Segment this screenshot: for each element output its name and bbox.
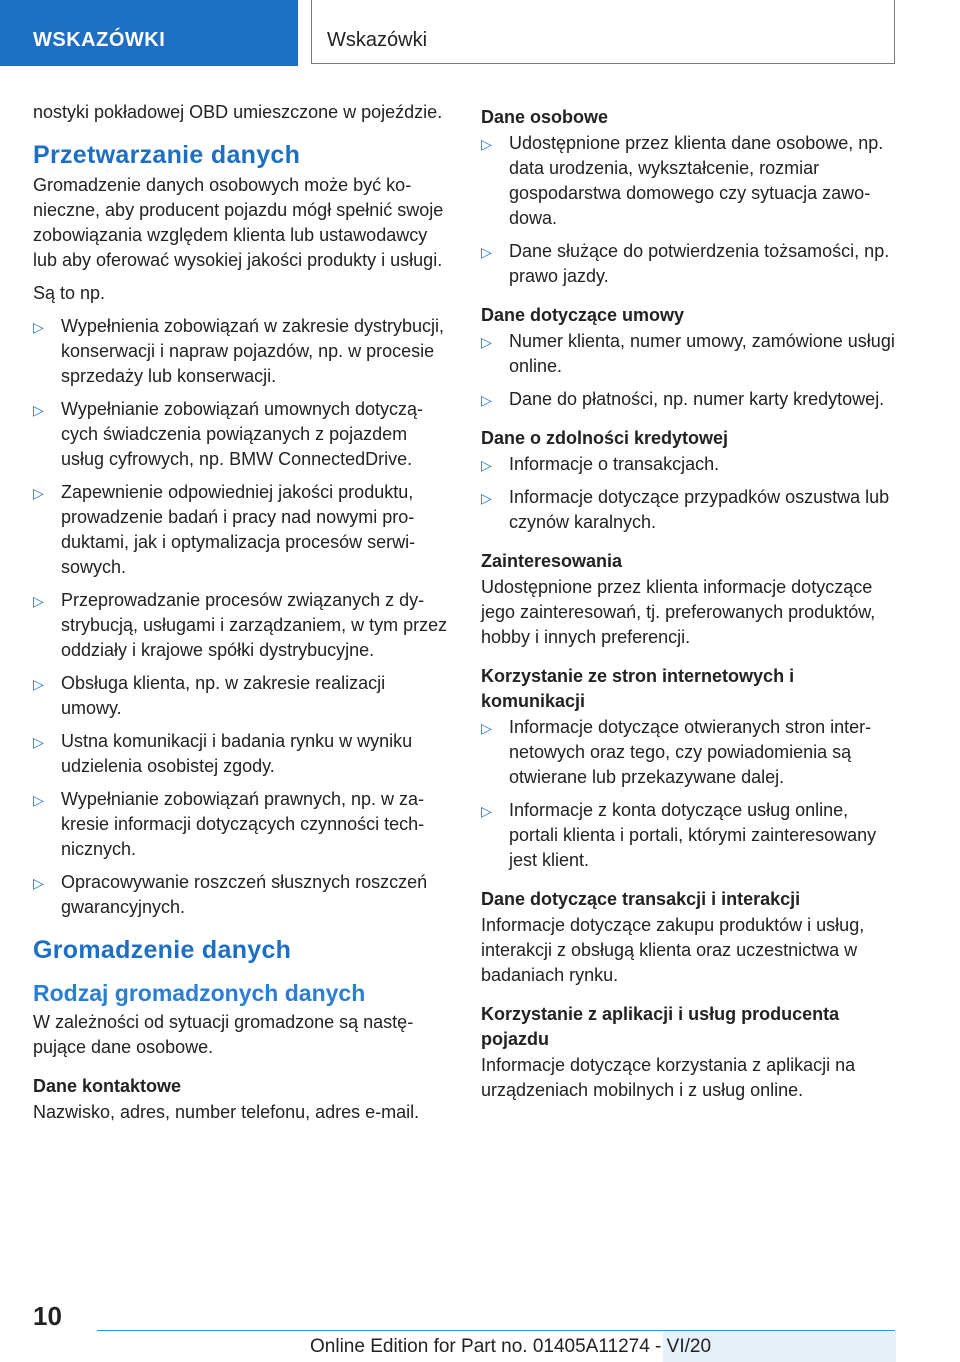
heading-collection: Gromadzenie danych [33,936,292,964]
right-column [481,100,901,1111]
apps-paragraph: Informacje dotyczące korzystania z aplikacji na urządzeniach mobilnych i z usług online. [481,1055,856,1100]
triangle-bullet-icon: ▷ [33,593,44,609]
section-tab[interactable]: WSKAZÓWKI [0,0,298,66]
triangle-bullet-icon: ▷ [33,792,44,808]
triangle-bullet-icon: ▷ [33,875,44,891]
list-item: ▷ Opracowywanie roszczeń słusznych roszczeń gwarancyjnych. [33,872,428,917]
heading-web-usage: Korzystanie ze stron internetowych i komunikacji [481,666,795,711]
heading-apps: Korzystanie z aplikacji i usług producenta pojazdu [481,1004,840,1049]
intro-paragraph: nostyki pokładowej OBD umieszczone w pojeździe. [33,102,443,122]
list-item: ▷ Informacje dotyczące otwieranych stron internetowych oraz tego, czy powiadomienia są otwierane lub przekazywane dalej. [481,717,872,787]
heading-contract-data: Dane dotyczące umowy [481,305,685,325]
list-item: ▷ Przeprowadzanie procesów związanych z dystrybucją, usługami i zarządzaniem, w tym przez oddziały i krajowe spółki dystrybucyjne. [33,590,448,660]
list-item: ▷ Wypełnienia zobowiązań w zakresie dystrybucji, konserwacji i napraw pojazdów, np. w procesie sprzedaży lub konserwacji. [33,316,445,386]
triangle-bullet-icon: ▷ [33,402,44,418]
heading-processing: Przetwarzanie danych [33,141,301,169]
triangle-bullet-icon: ▷ [481,720,492,736]
personal-list [481,131,901,289]
triangle-bullet-icon: ▷ [33,676,44,692]
contract-list [481,329,901,412]
transactions-paragraph: Informacje dotyczące zakupu produktów i usług, interakcji z obsługą klienta oraz uczestnictwa w badaniach rynku. [481,915,865,985]
page-title: Wskazówki [311,0,895,64]
credit-list [481,452,901,535]
heading-data-types: Rodzaj gromadzonych danych [33,980,366,1006]
web-list [481,715,901,873]
footer-divider [97,1330,895,1331]
processing-list [33,314,448,920]
heading-interests: Zainteresowania [481,551,623,571]
interests-paragraph: Udostępnione przez klienta informacje dotyczące jego zainteresowań, tj. preferowanych produktów, hobby i innych preferencji. [481,577,876,647]
heading-transactions: Dane dotyczące transakcji i interakcji [481,889,801,909]
triangle-bullet-icon: ▷ [481,490,492,506]
heading-credit-data: Dane o zdolności kredytowej [481,428,729,448]
heading-personal-data: Dane osobowe [481,107,609,127]
contact-paragraph: Nazwisko, adres, number telefonu, adres e-mail. [33,1102,420,1122]
list-item: ▷ Informacje z konta dotyczące usług online, portali klienta i portali, którymi zainteresowany jest klient. [481,800,877,870]
triangle-bullet-icon: ▷ [481,136,492,152]
triangle-bullet-icon: ▷ [33,319,44,335]
heading-contact-data: Dane kontaktowe [33,1076,182,1096]
examples-paragraph: Są to np. [33,283,106,303]
triangle-bullet-icon: ▷ [481,392,492,408]
processing-paragraph: Gromadzenie danych osobowych może być konieczne, aby producent pojazdu mógł spełnić swoje zobowiązania względem klienta lub ustawodawcy lub aby oferować wysokiej jakości produkty i usługi. [33,175,444,270]
list-item: ▷ Ustna komunikacji i badania rynku w wyniku udzielenia osobistej zgody. [33,731,413,776]
list-item: ▷ Numer klienta, numer umowy, zamówione usługi online. [481,331,895,376]
list-item: ▷ Informacje o transakcjach. [481,452,901,477]
list-item: ▷ Informacje dotyczące przypadków oszustwa lub czynów karalnych. [481,487,890,532]
list-item: ▷ Obsługa klienta, np. w zakresie realizacji umowy. [33,673,386,718]
triangle-bullet-icon: ▷ [481,244,492,260]
triangle-bullet-icon: ▷ [481,803,492,819]
triangle-bullet-icon: ▷ [33,734,44,750]
list-item: ▷ Udostępnione przez klienta dane osobowe, np. data urodzenia, wykształcenie, rozmiar gospodarstwa domowego czy sytuacja zawodowa. [481,133,884,228]
triangle-bullet-icon: ▷ [481,334,492,350]
types-paragraph: W zależności od sytuacji gromadzone są następujące dane osobowe. [33,1012,414,1057]
triangle-bullet-icon: ▷ [481,457,492,473]
list-item: ▷ Zapewnienie odpowiedniej jakości produktu, prowadzenie badań i pracy nad nowymi produktami, jak i optymalizacja procesów serwisowych. [33,482,416,577]
list-item: ▷ Wypełnianie zobowiązań prawnych, np. w zakresie informacji dotyczących czynności technicznych. [33,789,425,859]
footer-edition: Online Edition for Part no. 01405A11274 - VI/20 [310,1336,712,1357]
left-column [33,100,448,1133]
triangle-bullet-icon: ▷ [33,485,44,501]
list-item: ▷ Dane do płatności, np. numer karty kredytowej. [481,387,901,412]
list-item: ▷ Dane służące do potwierdzenia tożsamości, np. prawo jazdy. [481,241,890,286]
page-header [0,0,960,66]
page-number: 10 [33,1301,62,1331]
list-item: ▷ Wypełnianie zobowiązań umownych dotyczących świadczenia powiązanych z pojazdem usług cyfrowych, np. BMW ConnectedDrive. [33,399,424,469]
